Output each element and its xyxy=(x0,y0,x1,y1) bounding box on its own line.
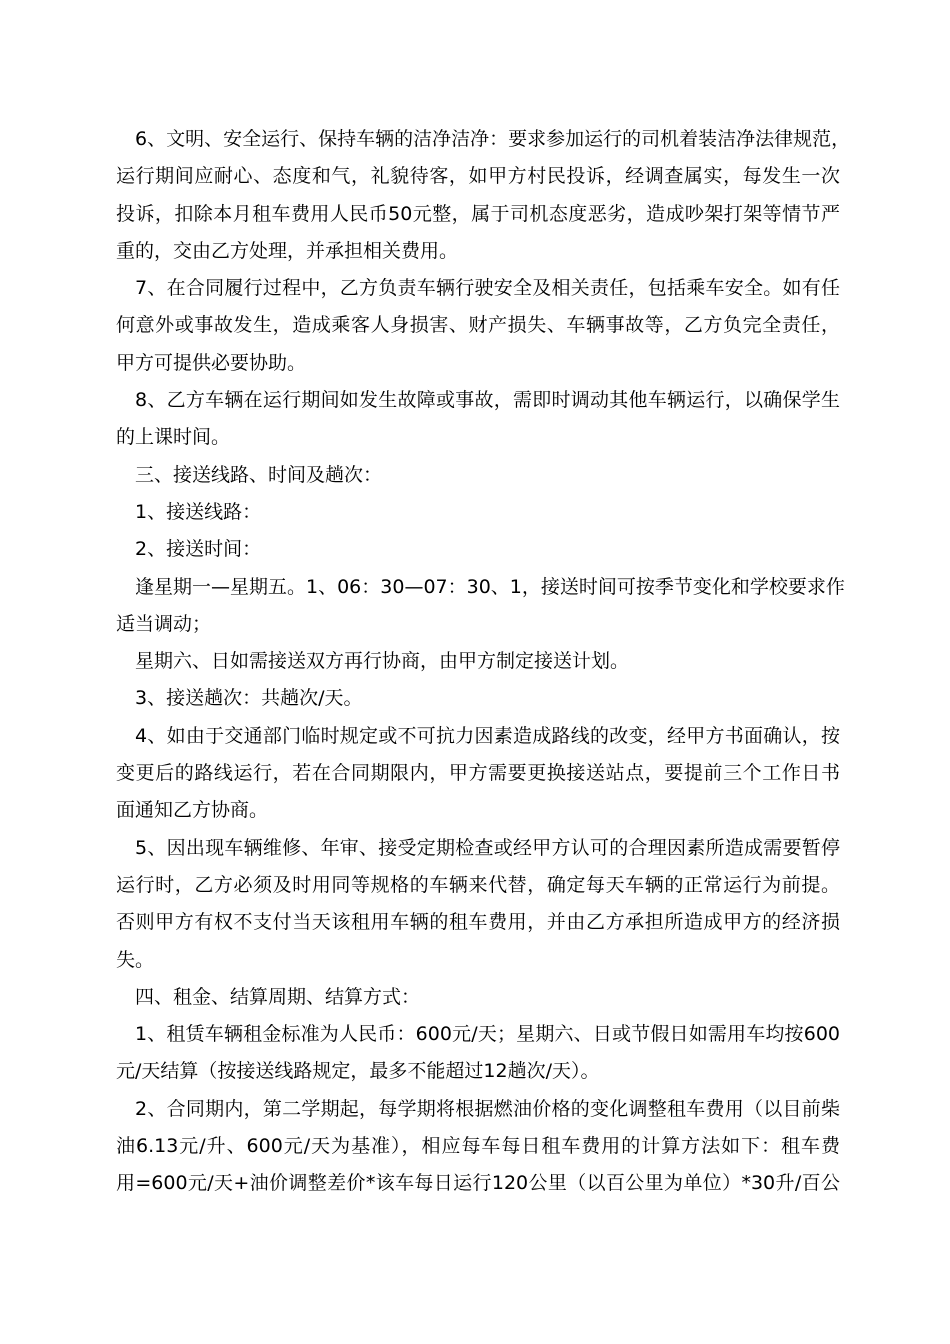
text-line: 2、合同期内，第二学期起，每学期将根据燃油价格的变化调整租车费用（以目前柴 xyxy=(135,1097,840,1120)
text-line: 失。 xyxy=(116,948,155,971)
text-line: 甲方可提供必要协助。 xyxy=(116,351,307,374)
text-line: 四、租金、结算周期、结算方式： xyxy=(135,985,421,1008)
text-line: 重的，交由乙方处理，并承担相关费用。 xyxy=(116,239,459,262)
text-line: 油6.13元/升、600元/天为基准），相应每车每日租车费用的计算方法如下：租车费 xyxy=(116,1135,840,1158)
text-line: 逢星期一—星期五。1、06：30—07：30、1，接送时间可按季节变化和学校要求作 xyxy=(135,575,845,598)
text-line: 投诉，扣除本月租车费用人民币50元整，属于司机态度恶劣，造成吵架打架等情节严 xyxy=(116,202,840,225)
text-line: 否则甲方有权不支付当天该租用车辆的租车费用，并由乙方承担所造成甲方的经济损 xyxy=(116,911,840,934)
text-line: 6、文明、安全运行、保持车辆的洁净洁净：要求参加运行的司机着装洁净法律规范， xyxy=(135,128,851,150)
document-body xyxy=(116,121,851,1203)
text-line: 星期六、日如需接送双方再行协商，由甲方制定接送计划。 xyxy=(135,650,630,673)
text-line: 三、接送线路、时间及趟次： xyxy=(135,463,383,486)
text-line: 2、接送时间： xyxy=(135,538,262,561)
text-line: 面通知乙方协商。 xyxy=(116,799,269,822)
text-line: 用=600元/天+油价调整差价*该车每日运行120公里（以百公里为单位）*30升/百公 xyxy=(116,1172,840,1195)
text-line: 运行时，乙方必须及时用同等规格的车辆来代替，确定每天车辆的正常运行为前提。 xyxy=(116,873,840,896)
text-line: 5、因出现车辆维修、年审、接受定期检查或经甲方认可的合理因素所造成需要暂停 xyxy=(135,836,840,859)
text-line: 4、如由于交通部门临时规定或不可抗力因素造成路线的改变，经甲方书面确认，按 xyxy=(135,724,840,747)
text-line: 变更后的路线运行，若在合同期限内，甲方需要更换接送站点，要提前三个工作日书 xyxy=(116,762,840,785)
text-line: 1、接送线路： xyxy=(135,500,262,523)
text-line: 7、在合同履行过程中，乙方负责车辆行驶安全及相关责任，包括乘车安全。如有任 xyxy=(135,277,840,300)
text-line: 运行期间应耐心、态度和气，礼貌待客，如甲方村民投诉，经调查属实，每发生一次 xyxy=(116,165,840,188)
text-line: 的上课时间。 xyxy=(116,426,231,449)
text-line: 1、租赁车辆租金标准为人民币：600元/天；星期六、日或节假日如需用车均按600 xyxy=(135,1023,840,1046)
text-line: 3、接送趟次：共趟次/天。 xyxy=(135,687,363,710)
text-line: 元/天结算（按接送线路规定，最多不能超过12趟次/天）。 xyxy=(116,1060,600,1083)
text-line: 适当调动； xyxy=(116,612,212,635)
text-line: 8、乙方车辆在运行期间如发生故障或事故，需即时调动其他车辆运行，以确保学生 xyxy=(135,389,840,412)
text-line: 何意外或事故发生，造成乘客人身损害、财产损失、车辆事故等，乙方负完全责任， xyxy=(116,314,840,337)
